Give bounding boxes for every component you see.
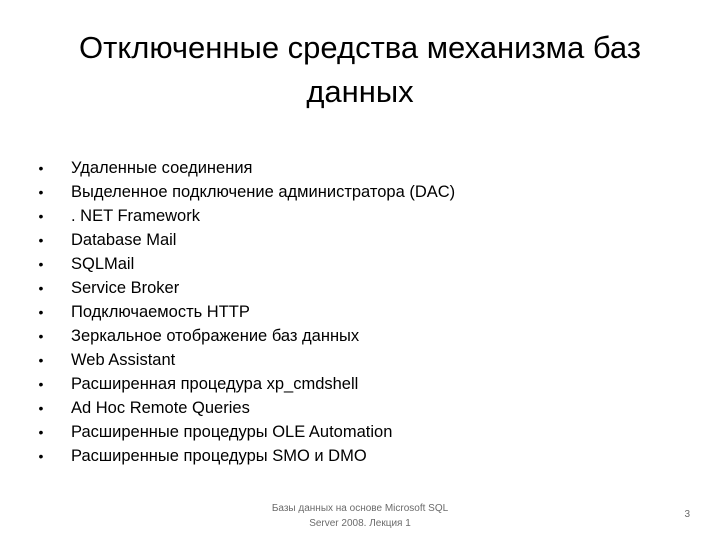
- bullet-text: Service Broker: [71, 279, 180, 297]
- bullet-marker: •: [38, 400, 44, 416]
- bullet-marker: •: [38, 184, 44, 200]
- bullet-item: [36, 204, 455, 228]
- bullet-marker: •: [38, 232, 44, 248]
- bullet-text: Зеркальное отображение баз данных: [71, 327, 360, 345]
- bullet-marker: •: [38, 352, 44, 368]
- bullet-marker: •: [38, 256, 44, 272]
- bullet-marker: •: [38, 448, 44, 464]
- page-number: 3: [684, 509, 690, 520]
- slide-title-line-2: данных: [306, 74, 414, 109]
- bullet-item: [36, 396, 455, 420]
- bullet-text: SQLMail: [71, 255, 135, 273]
- bullet-text: Удаленные соединения: [71, 159, 253, 177]
- slide-title-line-1: Отключенные средства механизма баз: [79, 30, 641, 65]
- bullet-item: [36, 276, 455, 300]
- bullet-marker: •: [38, 280, 44, 296]
- bullet-item: [36, 348, 455, 372]
- bullet-item: [36, 252, 455, 276]
- bullet-item: [36, 300, 455, 324]
- bullet-text: Ad Hoc Remote Queries: [71, 399, 250, 417]
- bullet-marker: •: [38, 160, 44, 176]
- bullet-marker: •: [38, 304, 44, 320]
- bullet-text: Web Assistant: [71, 351, 176, 369]
- bullet-marker: •: [38, 208, 44, 224]
- bullet-item: [36, 156, 455, 180]
- bullet-text: Расширенные процедуры SMO и DMO: [71, 447, 367, 465]
- footer-line-1: Базы данных на основе Microsoft SQL: [271, 503, 449, 514]
- bullet-item: [36, 420, 455, 444]
- footer-line-2: Server 2008. Лекция 1: [309, 518, 411, 529]
- bullet-text: Database Mail: [71, 231, 177, 249]
- bullet-text: Подключаемость HTTP: [71, 303, 250, 321]
- bullet-text: . NET Framework: [71, 207, 200, 225]
- bullet-marker: •: [38, 328, 44, 344]
- bullet-marker: •: [38, 424, 44, 440]
- bullet-item: [36, 372, 455, 396]
- bullet-text: Расширенные процедуры OLE Automation: [71, 423, 393, 441]
- bullet-item: [36, 324, 455, 348]
- bullet-list: [36, 156, 455, 468]
- slide-title: [40, 26, 680, 114]
- bullet-text: Выделенное подключение администратора (DAC): [71, 183, 456, 201]
- bullet-item: [36, 228, 455, 252]
- bullet-item: [36, 180, 455, 204]
- bullet-item: [36, 444, 455, 468]
- bullet-text: Расширенная процедура xp_cmdshell: [71, 375, 359, 393]
- bullet-marker: •: [38, 376, 44, 392]
- slide-footer: [240, 501, 480, 531]
